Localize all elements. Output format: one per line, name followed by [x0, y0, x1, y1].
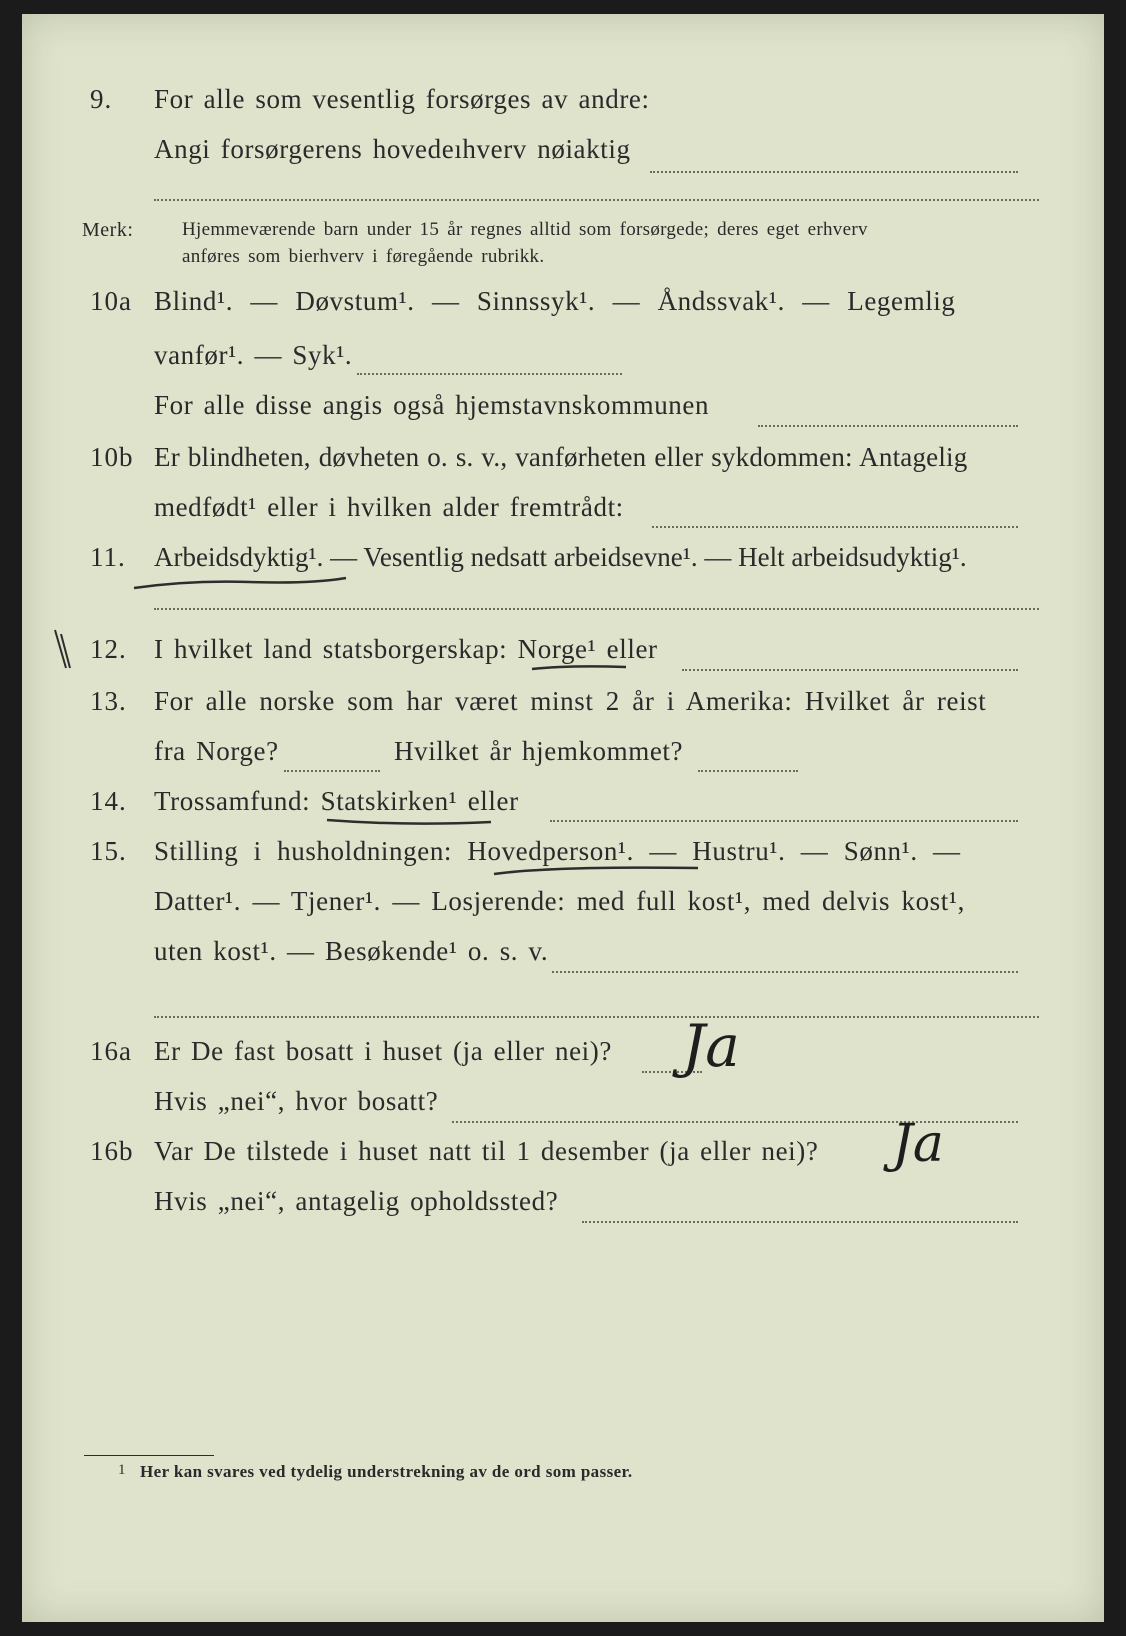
q16a-handwritten-answer: Ja [682, 1012, 740, 1080]
q13-line2 [22, 736, 1104, 780]
q10a-text-line3: For alle disse angis også hjemstavnskommunen [154, 390, 710, 420]
q10a-line1 [22, 286, 1104, 330]
q15-line2 [22, 886, 1104, 930]
q10b-line1 [22, 442, 1104, 486]
merk-text-line1: Hjemmeværende barn under 15 år regnes alltid som forsørgede; deres eget erhverv [182, 219, 868, 240]
q15-text-line1: Stilling i husholdningen: Hovedperson¹. — Hustru¹. — Sønn¹. — [154, 836, 961, 866]
q10a-text-line1: Blind¹. — Døvstum¹. — Sinnssyk¹. — Åndssvak¹. — Legemlig [154, 286, 956, 316]
q12-underline-mark [530, 661, 630, 675]
q16b-handwritten-answer: Ja [892, 1114, 944, 1174]
q13-return-field[interactable] [698, 770, 798, 772]
q13-departure-field[interactable] [284, 770, 380, 772]
q13-line1 [22, 686, 1104, 730]
q15-number: 15. [90, 836, 127, 866]
q16b-number: 16b [90, 1136, 134, 1166]
q15-answer-field[interactable] [552, 971, 1018, 973]
q10b-text-line2: medfødt¹ eller i hvilken alder fremtrådt: [154, 492, 624, 522]
q9-number: 9. [90, 84, 113, 114]
q11-text-line1: Arbeidsdyktig¹. — Vesentlig nedsatt arbeidsevne¹. — Helt arbeidsudyktig¹. [154, 542, 967, 572]
q14-text-line1: Trossamfund: Statskirken¹ eller [154, 786, 519, 816]
q12-number: 12. [90, 634, 127, 664]
q13-text-line2b: Hvilket år hjemkommet? [394, 736, 684, 766]
footnote-text: Her kan svares ved tydelig understrekning av de ord som passer. [140, 1462, 633, 1481]
q15-underline-mark [492, 862, 702, 878]
q14-line1 [22, 786, 1104, 830]
q10b-number: 10b [90, 442, 134, 472]
q9-line1 [22, 84, 1104, 128]
q14-underline-mark [325, 814, 495, 830]
q11-underline-mark [130, 570, 350, 594]
footnote [22, 1462, 1104, 1506]
q10b-text-line1: Er blindheten, døvheten o. s. v., vanførheten eller sykdommen: Antagelig [154, 442, 968, 472]
q10a-hometown-field[interactable] [758, 425, 1018, 427]
q14-answer-field[interactable] [550, 820, 1018, 822]
q16a-text-line2: Hvis „nei“, hvor bosatt? [154, 1086, 439, 1116]
q10a-number: 10a [90, 286, 132, 316]
q15-separator [154, 1016, 1039, 1018]
q13-text-line2a: fra Norge? [154, 736, 279, 766]
q15-text-line3: uten kost¹. — Besøkende¹ o. s. v. [154, 936, 549, 966]
q16a-number: 16a [90, 1036, 132, 1066]
q15-line3 [22, 936, 1104, 980]
q16b-text-line1: Var De tilstede i huset natt til 1 desember (ja eller nei)? [154, 1136, 819, 1166]
q13-number: 13. [90, 686, 127, 716]
q10a-answer-field[interactable] [357, 373, 622, 375]
q16a-line1 [22, 1036, 1104, 1080]
q9-text-line2: Angi forsørgerens hovedeıhverv nøiaktig [154, 134, 631, 164]
form-page [22, 14, 1104, 1622]
merk-label: Merk: [82, 219, 134, 241]
q9-text-line1: For alle som vesentlig forsørges av andre: [154, 84, 650, 114]
footnote-rule [84, 1455, 214, 1456]
q13-text-line1: For alle norske som har været minst 2 år i Amerika: Hvilket år reist [154, 686, 987, 716]
q9-answer-field[interactable] [650, 171, 1018, 173]
q10b-line2 [22, 492, 1104, 536]
q16b-location-field[interactable] [582, 1221, 1018, 1223]
q12-answer-field[interactable] [682, 669, 1018, 671]
q16b-text-line2: Hvis „nei“, antagelig opholdssted? [154, 1186, 559, 1216]
q11-separator [154, 608, 1039, 610]
footnote-mark: 1 [118, 1462, 126, 1478]
q10a-line2 [22, 340, 1104, 384]
q10a-line3 [22, 390, 1104, 434]
merk-text-line2: anføres som bierhverv i føregående rubrikk. [182, 246, 545, 267]
merk-line2 [22, 246, 1104, 290]
q11-number: 11. [90, 542, 126, 572]
q10a-text-line2: vanfør¹. — Syk¹. [154, 340, 353, 370]
q9-separator [154, 199, 1039, 201]
q15-text-line2: Datter¹. — Tjener¹. — Losjerende: med full kost¹, med delvis kost¹, [154, 886, 965, 916]
q12-text-line1: I hvilket land statsborgerskap: Norge¹ eller [154, 634, 658, 664]
q14-number: 14. [90, 786, 127, 816]
q10b-answer-field[interactable] [652, 526, 1018, 528]
q16b-line2 [22, 1186, 1104, 1230]
q16a-text-line1: Er De fast bosatt i huset (ja eller nei)? [154, 1036, 612, 1066]
